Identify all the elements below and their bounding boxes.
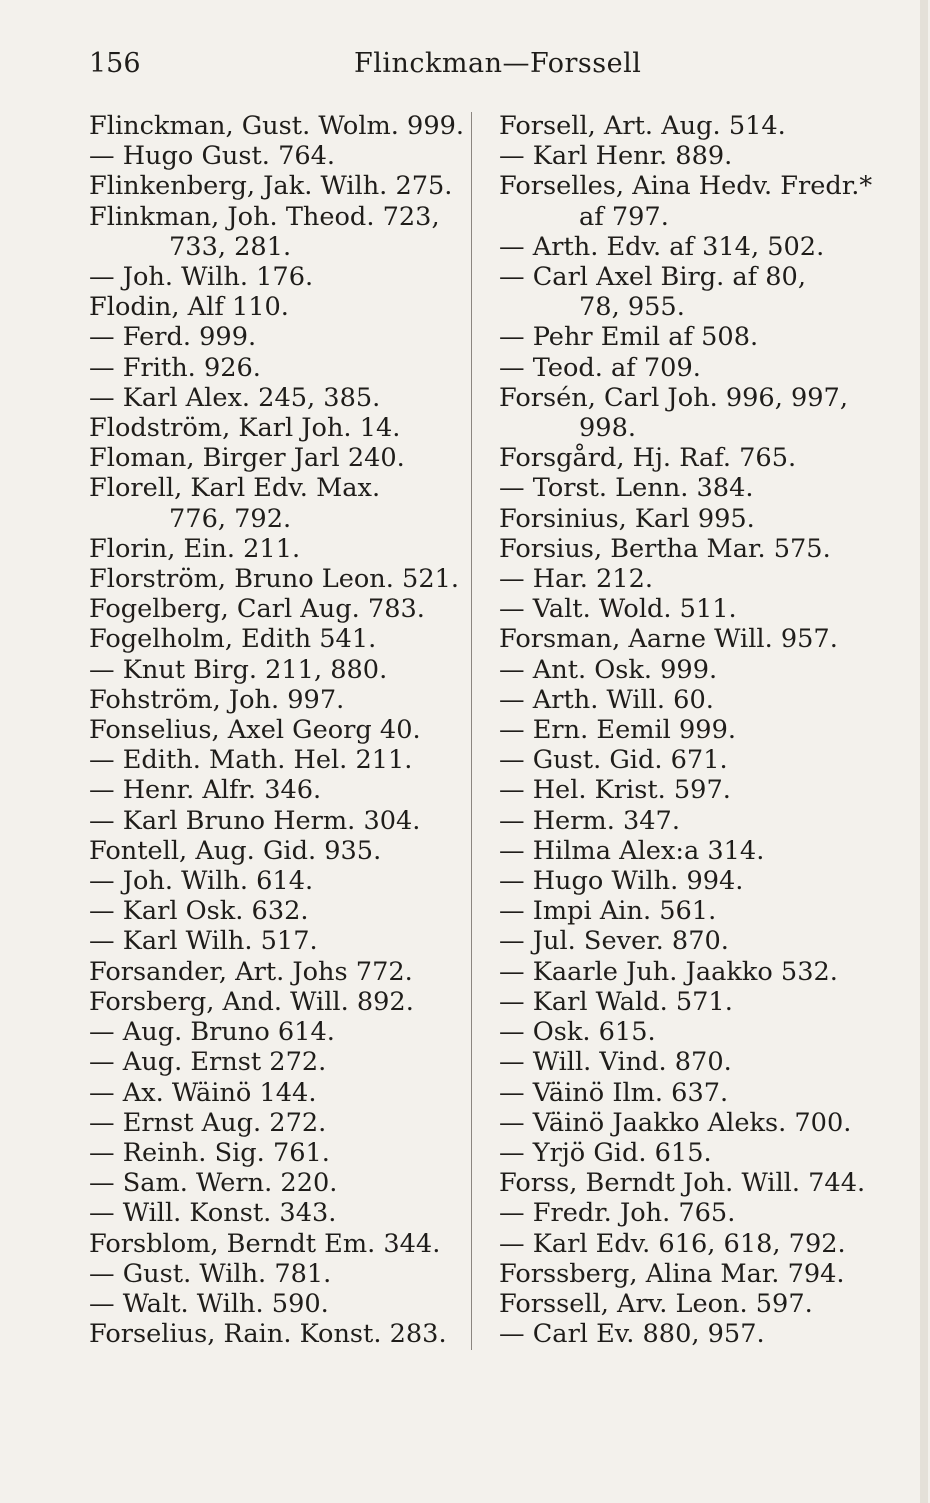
index-entry: — Valt. Wold. 511. bbox=[499, 594, 737, 625]
index-entry: — Aug. Ernst 272. bbox=[89, 1047, 327, 1078]
index-entry: Forssberg, Alina Mar. 794. bbox=[499, 1258, 845, 1289]
index-entry: — Carl Ev. 880, 957. bbox=[499, 1319, 765, 1350]
index-entry: — Karl Henr. 889. bbox=[499, 141, 733, 172]
index-entry: — Ernst Aug. 272. bbox=[89, 1107, 327, 1138]
index-entry: — Ax. Wäinö 144. bbox=[89, 1077, 317, 1108]
index-entry: — Gust. Wilh. 781. bbox=[89, 1258, 332, 1289]
index-entry: — Joh. Wilh. 176. bbox=[89, 262, 314, 293]
index-entry: — Väinö Ilm. 637. bbox=[499, 1077, 729, 1108]
running-head: Flinckman—Forssell bbox=[354, 48, 642, 79]
index-entry-continuation: 776, 792. bbox=[169, 503, 292, 534]
index-entry: Flinckman, Gust. Wolm. 999. bbox=[89, 111, 465, 141]
index-entry: — Ant. Osk. 999. bbox=[499, 654, 718, 685]
index-entry: — Impi Ain. 561. bbox=[499, 896, 717, 927]
index-entry: — Ern. Eemil 999. bbox=[499, 715, 736, 746]
index-entry: Forselius, Rain. Konst. 283. bbox=[89, 1319, 447, 1350]
index-entry: Florström, Bruno Leon. 521. bbox=[89, 564, 460, 595]
index-entry: — Ferd. 999. bbox=[89, 322, 257, 353]
index-entry: — Karl Wald. 571. bbox=[499, 986, 733, 1017]
index-entry: — Aug. Bruno 614. bbox=[89, 1017, 335, 1048]
index-entry: — Karl Bruno Herm. 304. bbox=[89, 805, 421, 836]
index-entry: Forsius, Bertha Mar. 575. bbox=[499, 533, 831, 564]
index-entry: Forsman, Aarne Will. 957. bbox=[499, 624, 838, 655]
page-header bbox=[0, 48, 930, 88]
index-entry: — Fredr. Joh. 765. bbox=[499, 1198, 736, 1229]
index-entry: Forsberg, And. Will. 892. bbox=[89, 986, 414, 1017]
index-entry: — Hugo Wilh. 994. bbox=[499, 866, 744, 897]
index-entry: — Sam. Wern. 220. bbox=[89, 1168, 338, 1199]
column-divider bbox=[471, 112, 472, 1350]
index-entry: — Walt. Wilh. 590. bbox=[89, 1288, 329, 1319]
index-entry: — Teod. af 709. bbox=[499, 352, 701, 383]
index-entry: Forsell, Art. Aug. 514. bbox=[499, 111, 786, 141]
index-entry: Forsinius, Karl 995. bbox=[499, 503, 755, 534]
index-entry: Fohström, Joh. 997. bbox=[89, 684, 345, 715]
index-entry: — Hugo Gust. 764. bbox=[89, 141, 336, 172]
index-entry: Forsgård, Hj. Raf. 765. bbox=[499, 443, 797, 474]
index-entry: — Karl Edv. 616, 618, 792. bbox=[499, 1228, 846, 1259]
index-entry: — Torst. Lenn. 384. bbox=[499, 473, 754, 504]
index-entry: Fogelholm, Edith 541. bbox=[89, 624, 377, 655]
page-number: 156 bbox=[89, 48, 141, 79]
index-entry: Florin, Ein. 211. bbox=[89, 533, 301, 564]
page-edge bbox=[920, 0, 928, 1503]
index-entry: — Hel. Krist. 597. bbox=[499, 775, 731, 806]
index-entry-continuation: 733, 281. bbox=[169, 231, 292, 262]
index-entry: — Herm. 347. bbox=[499, 805, 680, 836]
index-entry: Florell, Karl Edv. Max. bbox=[89, 473, 381, 504]
index-entry: Forss, Berndt Joh. Will. 744. bbox=[499, 1168, 866, 1199]
index-entry: — Hilma Alex:a 314. bbox=[499, 835, 765, 866]
index-entry: Forsblom, Berndt Em. 344. bbox=[89, 1228, 441, 1259]
index-entry-continuation: af 797. bbox=[579, 201, 669, 232]
index-entry: — Pehr Emil af 508. bbox=[499, 322, 759, 353]
index-entry: — Frith. 926. bbox=[89, 352, 261, 383]
index-entry: — Väinö Jaakko Aleks. 700. bbox=[499, 1107, 852, 1138]
index-column-right bbox=[499, 111, 871, 1349]
index-entry: — Will. Vind. 870. bbox=[499, 1047, 732, 1078]
index-entry: Floman, Birger Jarl 240. bbox=[89, 443, 405, 474]
index-entry: Forssell, Arv. Leon. 597. bbox=[499, 1288, 813, 1319]
index-entry: — Karl Alex. 245, 385. bbox=[89, 382, 381, 413]
index-entry: — Joh. Wilh. 614. bbox=[89, 866, 314, 897]
index-entry: — Arth. Will. 60. bbox=[499, 684, 714, 715]
index-entry: — Gust. Gid. 671. bbox=[499, 745, 728, 776]
index-entry-continuation: 998. bbox=[579, 413, 636, 444]
index-entry: — Henr. Alfr. 346. bbox=[89, 775, 322, 806]
index-entry: Flodström, Karl Joh. 14. bbox=[89, 413, 401, 444]
index-entry: — Karl Osk. 632. bbox=[89, 896, 309, 927]
index-entry: — Reinh. Sig. 761. bbox=[89, 1137, 330, 1168]
index-column-left bbox=[89, 111, 465, 1350]
index-entry: — Yrjö Gid. 615. bbox=[499, 1137, 712, 1168]
index-entry: Flinkenberg, Jak. Wilh. 275. bbox=[89, 171, 453, 202]
index-entry: — Osk. 615. bbox=[499, 1017, 656, 1048]
index-entry: Forsén, Carl Joh. 996, 997, bbox=[499, 382, 848, 413]
index-entry: — Knut Birg. 211, 880. bbox=[89, 654, 388, 685]
index-entry: — Jul. Sever. 870. bbox=[499, 926, 729, 957]
index-entry: — Will. Konst. 343. bbox=[89, 1198, 337, 1229]
index-entry: Fogelberg, Carl Aug. 783. bbox=[89, 594, 425, 625]
index-entry: — Edith. Math. Hel. 211. bbox=[89, 745, 413, 776]
index-entry: Fonselius, Axel Georg 40. bbox=[89, 715, 421, 746]
index-entry: — Karl Wilh. 517. bbox=[89, 926, 318, 957]
index-entry: Fontell, Aug. Gid. 935. bbox=[89, 835, 382, 866]
index-entry: Flodin, Alf 110. bbox=[89, 292, 289, 323]
index-entry: — Carl Axel Birg. af 80, bbox=[499, 262, 806, 293]
index-entry: — Har. 212. bbox=[499, 564, 653, 595]
index-entry: Flinkman, Joh. Theod. 723, bbox=[89, 201, 440, 232]
index-entry: — Arth. Edv. af 314, 502. bbox=[499, 231, 825, 262]
index-entry-continuation: 78, 955. bbox=[579, 292, 685, 323]
index-entry: Forsander, Art. Johs 772. bbox=[89, 956, 413, 987]
index-entry: — Kaarle Juh. Jaakko 532. bbox=[499, 956, 838, 987]
index-entry: Forselles, Aina Hedv. Fredr.* bbox=[499, 171, 873, 202]
